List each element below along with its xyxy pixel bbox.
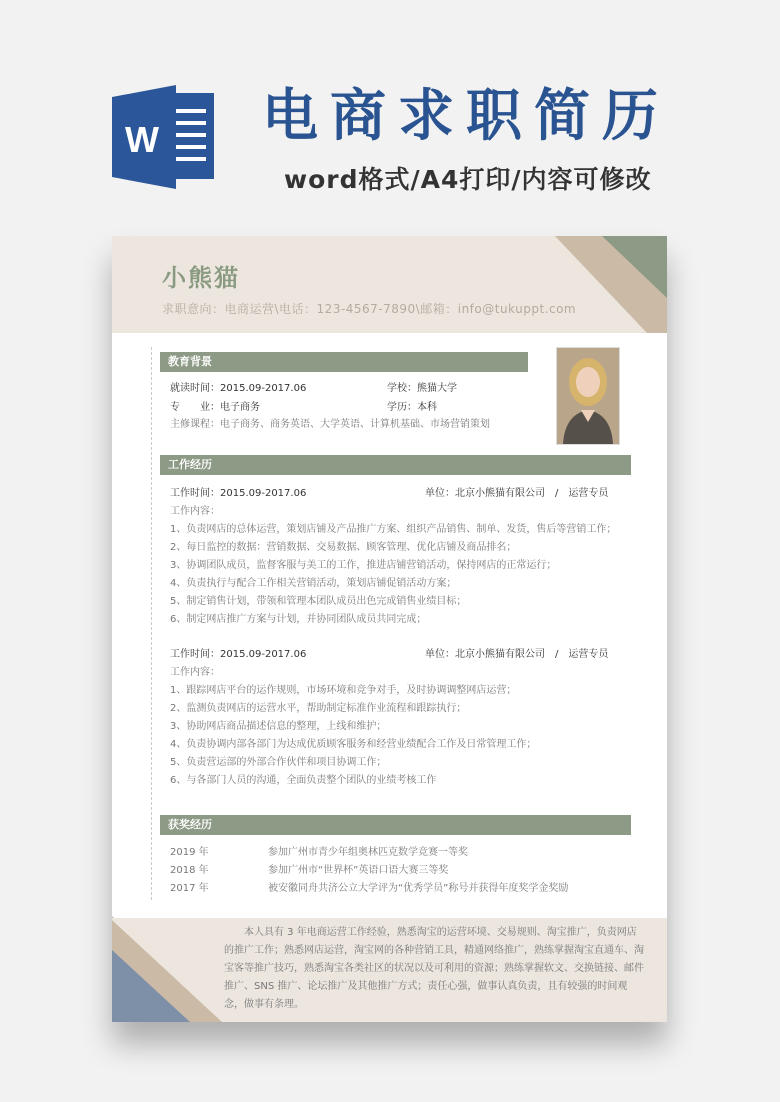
list-item: 3、协助网店商品描述信息的整理，上线和维护； bbox=[170, 721, 387, 732]
section-work-title: 工作经历 bbox=[160, 455, 631, 475]
list-item: 2、每日监控的数据：营销数据、交易数据、顾客管理、优化店铺及商品排名； bbox=[170, 542, 517, 553]
award-desc: 参加广州市青少年组奥林匹克数学竞赛一等奖 bbox=[268, 847, 468, 858]
list-item: 2、监测负责网店的运营水平，帮助制定标准作业流程和跟踪执行； bbox=[170, 703, 467, 714]
corner-decorations-bottom bbox=[112, 236, 667, 1022]
section-awards-title: 获奖经历 bbox=[160, 815, 631, 835]
edu-major: 专 业：电子商务 bbox=[170, 402, 260, 413]
job1-company: 单位：北京小熊猫有限公司 / 运营专员 bbox=[425, 488, 609, 499]
award-year: 2018 年 bbox=[170, 865, 209, 876]
word-logo-letter: W bbox=[125, 119, 159, 160]
list-item: 6、与各部门人员的沟通，全面负责整个团队的业绩考核工作 bbox=[170, 775, 437, 786]
self-summary: 本人具有 3 年电商运营工作经验，熟悉淘宝的运营环境、交易规则、淘宝推广，负责网店的推广工作；熟悉网店运营，淘宝网的各种营销工具，精通网络推广，熟练掌握淘宝直通车、淘宝客等推广技巧，熟悉淘宝各类社区的状况以及可利用的资源；熟练掌握软文、交换链接、邮件推广、SNS 推广、论坛推广及其他推广方式；责任心强，做事认真负责，且有较强的时间观念，做事有条理。 bbox=[224, 927, 644, 1010]
edu-period: 就读时间：2015.09-2017.06 bbox=[170, 383, 307, 394]
list-item: 4、负责协调内部各部门为达成优质顾客服务和经营业绩配合工作及日常管理工作； bbox=[170, 739, 537, 750]
list-item: 5、制定销售计划，带领和管理本团队成员出色完成销售业绩目标； bbox=[170, 596, 467, 607]
award-year: 2019 年 bbox=[170, 847, 209, 858]
job1-content-label: 工作内容： bbox=[170, 506, 220, 517]
word-doc-icon bbox=[112, 83, 220, 191]
banner-subtitle: word格式/A4打印/内容可修改 bbox=[284, 165, 652, 194]
edu-school: 学校：熊猫大学 bbox=[387, 383, 457, 394]
job2-period: 工作时间：2015.09-2017.06 bbox=[170, 649, 307, 660]
edu-degree: 学历：本科 bbox=[387, 402, 437, 413]
job1-period: 工作时间：2015.09-2017.06 bbox=[170, 488, 307, 499]
banner-title: 电商求职简历 bbox=[262, 84, 670, 149]
award-year: 2017 年 bbox=[170, 883, 209, 894]
list-item: 5、负责营运部的外部合作伙伴和项目协调工作； bbox=[170, 757, 387, 768]
edu-courses: 主修课程：电子商务、商务英语、大学英语、计算机基础、市场营销策划 bbox=[170, 419, 490, 430]
candidate-name: 小熊猫 bbox=[162, 264, 240, 292]
contact-line: 求职意向：电商运营\电话：123-4567-7890\邮箱：info@tukuppt.com bbox=[162, 302, 577, 316]
list-item: 3、协调团队成员，监督客服与美工的工作，推进店铺营销活动，保持网店的正常运行； bbox=[170, 560, 557, 571]
list-item: 1、负责网店的总体运营，策划店铺及产品推广方案、组织产品销售、制单、发货，售后等营销工作； bbox=[170, 524, 617, 535]
section-education-title: 教育背景 bbox=[160, 352, 528, 372]
list-item: 1、跟踪网店平台的运作规则，市场环境和竞争对手，及时协调调整网店运营； bbox=[170, 685, 517, 696]
award-desc: 参加广州市“世界杯”英语口语大赛三等奖 bbox=[268, 865, 449, 876]
list-item: 6、制定网店推广方案与计划，并协同团队成员共同完成； bbox=[170, 614, 427, 625]
job2-company: 单位：北京小熊猫有限公司 / 运营专员 bbox=[425, 649, 609, 660]
resume-card bbox=[112, 236, 667, 1022]
award-desc: 被安徽同舟共济公立大学评为“优秀学员”称号并获得年度奖学金奖励 bbox=[268, 883, 569, 894]
job2-content-label: 工作内容： bbox=[170, 667, 220, 678]
list-item: 4、负责执行与配合工作相关营销活动，策划店铺促销活动方案； bbox=[170, 578, 457, 589]
